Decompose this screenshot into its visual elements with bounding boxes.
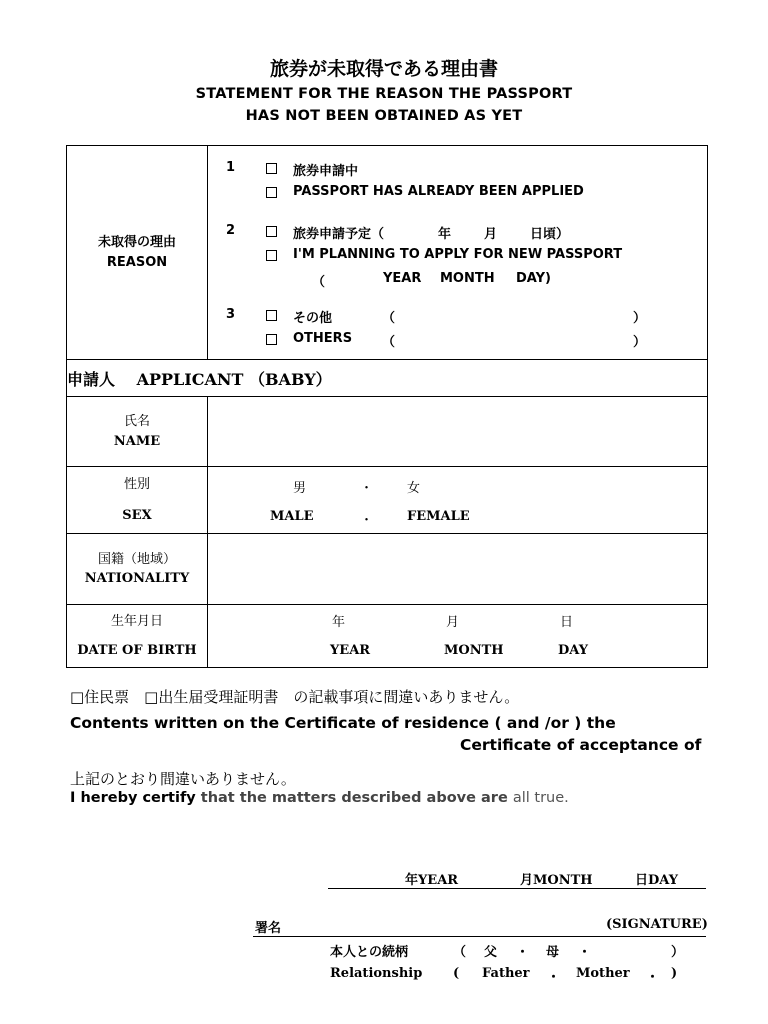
sign-date-year: 年YEAR bbox=[405, 873, 459, 888]
option3-paren-open-jp: （ bbox=[382, 311, 396, 326]
applicant-header-row bbox=[67, 360, 708, 397]
applicant-heading: 申請人 APPLICANT （BABY） bbox=[67, 360, 708, 397]
certificate-statement-en-line1: Contents written on the Certificate of residence ( and /or ) the bbox=[70, 714, 616, 732]
certify-statement-en bbox=[70, 790, 569, 806]
name-label-cell bbox=[67, 397, 208, 467]
nationality-label-cell bbox=[67, 534, 208, 605]
male-option-jp[interactable]: 男 bbox=[293, 481, 307, 496]
option2-day-en: DAY) bbox=[516, 271, 551, 286]
title-en-line1: STATEMENT FOR THE REASON THE PASSPORT bbox=[195, 86, 573, 102]
dob-day-en: DAY bbox=[558, 643, 588, 658]
relationship-mother-en[interactable]: Mother bbox=[576, 966, 630, 981]
option2-text-en: I'M PLANNING TO APPLY FOR NEW PASSPORT bbox=[293, 247, 623, 262]
relationship-separator-en-2: ・ bbox=[646, 970, 660, 985]
nationality-row bbox=[67, 534, 708, 605]
option2-year-en: YEAR bbox=[383, 271, 422, 286]
sex-label-jp: 性別 bbox=[123, 476, 150, 492]
dob-row bbox=[67, 605, 708, 668]
name-label-en: NAME bbox=[113, 433, 161, 449]
certify-en-part1: I hereby certify bbox=[70, 790, 201, 806]
relationship-separator-jp-2: ・ bbox=[578, 945, 592, 960]
option3-paren-close-jp: ） bbox=[633, 311, 647, 326]
option2-checkbox-jp[interactable] bbox=[266, 226, 277, 237]
name-row bbox=[67, 397, 708, 467]
option2-month-en: MONTH bbox=[440, 271, 495, 286]
nationality-field[interactable] bbox=[208, 534, 708, 605]
option1-text-jp: 旅券申請中 bbox=[293, 164, 359, 179]
certificate-statement-en-line2: Certificate of acceptance of bbox=[460, 736, 702, 754]
relationship-mother-jp[interactable]: 母 bbox=[546, 945, 560, 960]
relationship-paren-close-en: ) bbox=[671, 966, 678, 981]
dob-year-jp: 年 bbox=[332, 615, 346, 630]
application-form-table bbox=[66, 145, 708, 668]
sex-options-cell bbox=[208, 467, 708, 534]
option2-paren-open: （ bbox=[312, 275, 326, 290]
certify-en-part3: all true. bbox=[512, 790, 569, 806]
dob-label-en: DATE OF BIRTH bbox=[77, 643, 197, 658]
certificate-statement-jp: □住民票 □出生届受理証明書 の記載事項に間違いありません。 bbox=[70, 688, 520, 706]
relationship-father-en[interactable]: Father bbox=[482, 966, 530, 981]
option2-day-jp: 日頃） bbox=[530, 227, 570, 242]
title-en-line2: HAS NOT BEEN OBTAINED AS YET bbox=[245, 108, 523, 124]
dob-label-cell bbox=[67, 605, 208, 668]
relationship-paren-open-en: ( bbox=[453, 966, 460, 981]
option3-checkbox-en[interactable] bbox=[266, 334, 277, 345]
relationship-separator-jp-1: ・ bbox=[516, 945, 530, 960]
option1-text-en: PASSPORT HAS ALREADY BEEN APPLIED bbox=[293, 184, 584, 199]
option3-paren-close-en: ） bbox=[633, 335, 647, 350]
female-option-en[interactable]: FEMALE bbox=[407, 509, 470, 524]
nationality-label-jp: 国籍（地域） bbox=[97, 551, 176, 567]
option2-year-jp: 年 bbox=[438, 227, 452, 242]
certify-statement-jp: 上記のとおり間違いありません。 bbox=[70, 770, 296, 788]
option3-text-en: OTHERS bbox=[293, 331, 353, 346]
name-label-jp: 氏名 bbox=[123, 414, 150, 429]
option3-number: 3 bbox=[226, 307, 236, 322]
option3-checkbox-jp[interactable] bbox=[266, 310, 277, 321]
option2-number: 2 bbox=[226, 223, 236, 238]
female-option-jp[interactable]: 女 bbox=[407, 481, 421, 496]
dob-month-en: MONTH bbox=[444, 643, 504, 658]
reason-row bbox=[67, 146, 708, 360]
reason-label-cell bbox=[67, 146, 208, 360]
sign-date-day: 日DAY bbox=[635, 873, 678, 888]
relationship-label-en: Relationship bbox=[330, 966, 423, 981]
reason-label-en: REASON bbox=[106, 254, 168, 270]
title-jp: 旅券が未取得である理由書 bbox=[269, 58, 498, 80]
option2-text-jp: 旅券申請予定（ bbox=[293, 227, 385, 242]
option1-number: 1 bbox=[226, 160, 236, 175]
signature-label-en: (SIGNATURE) bbox=[606, 917, 708, 932]
nationality-label-en: NATIONALITY bbox=[84, 571, 190, 586]
sex-separator-en: ・ bbox=[360, 513, 374, 528]
dob-label-jp: 生年月日 bbox=[110, 613, 163, 629]
sex-separator-jp: ・ bbox=[360, 481, 374, 496]
male-option-en[interactable]: MALE bbox=[270, 509, 314, 524]
option3-paren-open-en: （ bbox=[382, 335, 396, 350]
relationship-father-jp[interactable]: 父 bbox=[484, 945, 498, 960]
dob-month-jp: 月 bbox=[446, 615, 460, 630]
sex-label-cell bbox=[67, 467, 208, 534]
sex-row bbox=[67, 467, 708, 534]
relationship-paren-open-jp: （ bbox=[453, 945, 467, 960]
signature-label-jp: 署名 bbox=[255, 921, 282, 936]
sex-label-en: SEX bbox=[122, 508, 152, 523]
option1-checkbox-jp[interactable] bbox=[266, 163, 277, 174]
relationship-separator-en-1: ・ bbox=[547, 970, 561, 985]
dob-field[interactable] bbox=[208, 605, 708, 668]
option2-checkbox-en[interactable] bbox=[266, 250, 277, 261]
option2-month-jp: 月 bbox=[484, 227, 498, 242]
signature-line[interactable] bbox=[253, 936, 706, 937]
option1-checkbox-en[interactable] bbox=[266, 187, 277, 198]
reason-options-cell bbox=[208, 146, 708, 360]
option3-text-jp: その他 bbox=[293, 311, 333, 326]
reason-label-jp: 未取得の理由 bbox=[97, 235, 176, 250]
sign-date-month: 月MONTH bbox=[520, 873, 593, 888]
sign-date-line[interactable] bbox=[328, 888, 706, 889]
name-field[interactable] bbox=[208, 397, 708, 467]
dob-year-en: YEAR bbox=[330, 643, 371, 658]
relationship-label-jp: 本人との続柄 bbox=[330, 945, 409, 960]
dob-day-jp: 日 bbox=[560, 615, 574, 630]
relationship-paren-close-jp: ） bbox=[671, 945, 685, 960]
certify-en-part2: that the matters described above are bbox=[200, 790, 513, 806]
